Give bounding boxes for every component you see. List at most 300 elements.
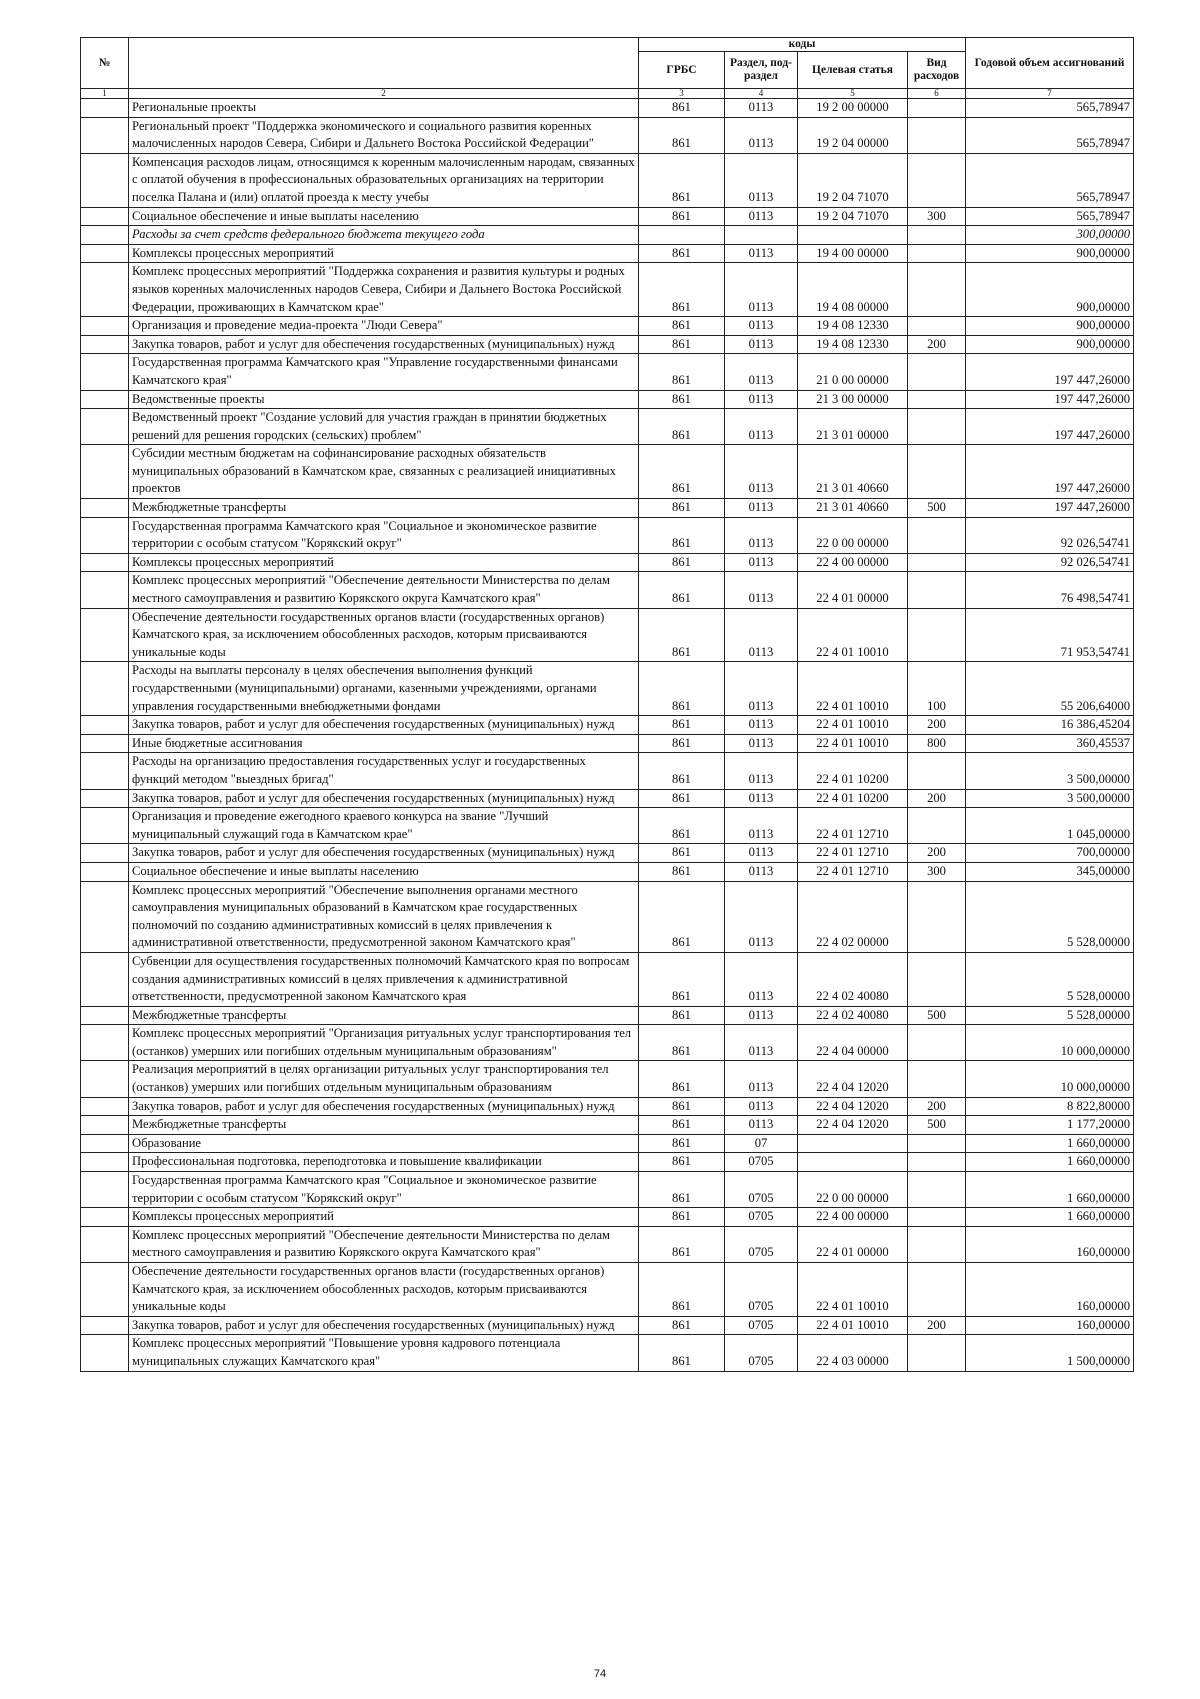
header-annual-sum: Годовой объем ассигнований: [966, 38, 1134, 89]
target-article-cell: 22 4 01 10010: [798, 734, 908, 753]
header-target-article: Целевая статья: [798, 52, 908, 89]
expense-name-cell: Комплексы процессных мероприятий: [129, 553, 639, 572]
grbs-code-cell: 861: [639, 445, 725, 499]
grbs-code-cell: 861: [639, 1208, 725, 1227]
annual-sum-cell: 1 660,00000: [966, 1153, 1134, 1172]
table-row: [81, 244, 1134, 263]
expense-name-cell: Субвенции для осуществления государственных полномочий Камчатского края по вопросам создания административных комиссий в целях привлечения к административной ответственности, предусмотренной законом Камчатского края: [129, 952, 639, 1006]
grbs-code-cell: 861: [639, 572, 725, 608]
target-article-cell: [798, 226, 908, 245]
target-article-cell: 22 4 04 00000: [798, 1025, 908, 1061]
expense-type-cell: [908, 1134, 966, 1153]
section-code-cell: 0113: [725, 335, 798, 354]
table-row: [81, 317, 1134, 336]
grbs-code-cell: 861: [639, 354, 725, 390]
grbs-code-cell: 861: [639, 244, 725, 263]
expense-name-cell: Расходы на выплаты персоналу в целях обеспечения выполнения функций государственными (муниципальными) органами, казенными учреждениями, органами управления государственными внебюджетными фондами: [129, 662, 639, 716]
row-number-cell: [81, 862, 129, 881]
header-row-top: [81, 38, 1134, 52]
expense-type-cell: [908, 1335, 966, 1371]
target-article-cell: 22 4 01 10010: [798, 608, 908, 662]
table-row: [81, 1226, 1134, 1262]
target-article-cell: 22 4 00 00000: [798, 1208, 908, 1227]
grbs-code-cell: 861: [639, 734, 725, 753]
row-number-cell: [81, 517, 129, 553]
expense-name-cell: Обеспечение деятельности государственных органов власти (государственных органов) Камчатского края, за исключением обособленных расходов, которым присваиваются уникальные коды: [129, 608, 639, 662]
grbs-code-cell: 861: [639, 117, 725, 153]
row-number-cell: [81, 1134, 129, 1153]
table-row: [81, 608, 1134, 662]
expense-type-cell: 200: [908, 716, 966, 735]
table-row: [81, 499, 1134, 518]
expense-type-cell: 200: [908, 1316, 966, 1335]
section-code-cell: 0113: [725, 153, 798, 207]
row-number-cell: [81, 390, 129, 409]
budget-table-body: [81, 99, 1134, 1372]
target-article-cell: [798, 1134, 908, 1153]
table-row: [81, 662, 1134, 716]
table-row: [81, 1006, 1134, 1025]
expense-name-cell: Региональные проекты: [129, 99, 639, 118]
target-article-cell: 22 4 01 12710: [798, 862, 908, 881]
expense-type-cell: 200: [908, 335, 966, 354]
annual-sum-cell: 160,00000: [966, 1263, 1134, 1317]
expense-type-cell: 800: [908, 734, 966, 753]
section-code-cell: 0113: [725, 572, 798, 608]
table-row: [81, 753, 1134, 789]
expense-type-cell: [908, 1153, 966, 1172]
row-number-cell: [81, 244, 129, 263]
expense-type-cell: 300: [908, 862, 966, 881]
expense-name-cell: Иные бюджетные ассигнования: [129, 734, 639, 753]
expense-type-cell: [908, 1263, 966, 1317]
target-article-cell: 19 4 08 00000: [798, 263, 908, 317]
grbs-code-cell: 861: [639, 1263, 725, 1317]
expense-name-cell: Образование: [129, 1134, 639, 1153]
target-article-cell: 22 4 01 10010: [798, 1263, 908, 1317]
row-number-cell: [81, 263, 129, 317]
row-number-cell: [81, 1208, 129, 1227]
expense-name-cell: Закупка товаров, работ и услуг для обеспечения государственных (муниципальных) нужд: [129, 1316, 639, 1335]
expense-name-cell: Государственная программа Камчатского края "Социальное и экономическое развитие территории с особым статусом "Корякский округ": [129, 1172, 639, 1208]
grbs-code-cell: 861: [639, 1025, 725, 1061]
grbs-code-cell: 861: [639, 153, 725, 207]
table-row: [81, 1116, 1134, 1135]
annual-sum-cell: 1 660,00000: [966, 1208, 1134, 1227]
annual-sum-cell: 197 447,26000: [966, 445, 1134, 499]
section-code-cell: 0705: [725, 1263, 798, 1317]
annual-sum-cell: 10 000,00000: [966, 1025, 1134, 1061]
target-article-cell: 22 0 00 00000: [798, 1172, 908, 1208]
table-row: [81, 1316, 1134, 1335]
section-code-cell: 0113: [725, 734, 798, 753]
column-number: 4: [725, 89, 798, 99]
expense-type-cell: [908, 263, 966, 317]
annual-sum-cell: 900,00000: [966, 335, 1134, 354]
row-number-cell: [81, 952, 129, 1006]
annual-sum-cell: 3 500,00000: [966, 789, 1134, 808]
expense-type-cell: 100: [908, 662, 966, 716]
grbs-code-cell: 861: [639, 1335, 725, 1371]
section-code-cell: 0113: [725, 517, 798, 553]
target-article-cell: 19 2 00 00000: [798, 99, 908, 118]
annual-sum-cell: 900,00000: [966, 263, 1134, 317]
grbs-code-cell: 861: [639, 753, 725, 789]
target-article-cell: 22 4 02 00000: [798, 881, 908, 952]
grbs-code-cell: 861: [639, 1316, 725, 1335]
section-code-cell: 0113: [725, 553, 798, 572]
row-number-cell: [81, 1097, 129, 1116]
annual-sum-cell: 10 000,00000: [966, 1061, 1134, 1097]
expense-name-cell: Социальное обеспечение и иные выплаты населению: [129, 207, 639, 226]
target-article-cell: 22 4 04 12020: [798, 1097, 908, 1116]
section-code-cell: 0705: [725, 1153, 798, 1172]
table-row: [81, 1208, 1134, 1227]
annual-sum-cell: 565,78947: [966, 117, 1134, 153]
section-code-cell: 0705: [725, 1335, 798, 1371]
row-number-cell: [81, 117, 129, 153]
section-code-cell: 0705: [725, 1226, 798, 1262]
expense-type-cell: 500: [908, 1006, 966, 1025]
annual-sum-cell: 700,00000: [966, 844, 1134, 863]
expense-name-cell: Профессиональная подготовка, переподготовка и повышение квалификации: [129, 1153, 639, 1172]
annual-sum-cell: 197 447,26000: [966, 354, 1134, 390]
expense-type-cell: [908, 1025, 966, 1061]
section-code-cell: 0113: [725, 390, 798, 409]
target-article-cell: 21 0 00 00000: [798, 354, 908, 390]
annual-sum-cell: 16 386,45204: [966, 716, 1134, 735]
expense-type-cell: [908, 1061, 966, 1097]
grbs-code-cell: 861: [639, 844, 725, 863]
table-row: [81, 207, 1134, 226]
expense-type-cell: [908, 952, 966, 1006]
table-row: [81, 1172, 1134, 1208]
annual-sum-cell: 1 045,00000: [966, 808, 1134, 844]
section-code-cell: 0113: [725, 844, 798, 863]
row-number-cell: [81, 153, 129, 207]
expense-type-cell: [908, 572, 966, 608]
grbs-code-cell: 861: [639, 808, 725, 844]
table-row: [81, 354, 1134, 390]
expense-type-cell: 200: [908, 1097, 966, 1116]
annual-sum-cell: 76 498,54741: [966, 572, 1134, 608]
section-code-cell: 0113: [725, 1116, 798, 1135]
expense-name-cell: Комплекс процессных мероприятий "Обеспечение деятельности Министерства по делам местного самоуправления и развитию Корякского округа Камчатского края": [129, 1226, 639, 1262]
target-article-cell: 19 2 04 71070: [798, 153, 908, 207]
annual-sum-cell: 900,00000: [966, 244, 1134, 263]
target-article-cell: 21 3 01 40660: [798, 499, 908, 518]
annual-sum-cell: 1 177,20000: [966, 1116, 1134, 1135]
table-row: [81, 1335, 1134, 1371]
target-article-cell: 19 4 08 12330: [798, 317, 908, 336]
target-article-cell: [798, 1153, 908, 1172]
target-article-cell: 22 4 01 10010: [798, 1316, 908, 1335]
annual-sum-cell: 5 528,00000: [966, 952, 1134, 1006]
section-code-cell: 0113: [725, 99, 798, 118]
target-article-cell: 22 4 01 10010: [798, 662, 908, 716]
table-row: [81, 844, 1134, 863]
annual-sum-cell: 197 447,26000: [966, 409, 1134, 445]
grbs-code-cell: 861: [639, 335, 725, 354]
grbs-code-cell: [639, 226, 725, 245]
grbs-code-cell: 861: [639, 1134, 725, 1153]
row-number-cell: [81, 789, 129, 808]
row-number-cell: [81, 1335, 129, 1371]
grbs-code-cell: 861: [639, 952, 725, 1006]
target-article-cell: 22 0 00 00000: [798, 517, 908, 553]
header-codes: коды: [639, 38, 966, 52]
column-number: 5: [798, 89, 908, 99]
expense-name-cell: Межбюджетные трансферты: [129, 1006, 639, 1025]
column-number: 6: [908, 89, 966, 99]
section-code-cell: 0113: [725, 499, 798, 518]
section-code-cell: 0113: [725, 789, 798, 808]
column-number-row: [81, 89, 1134, 99]
budget-table: [80, 37, 1134, 1372]
section-code-cell: 0705: [725, 1208, 798, 1227]
expense-name-cell: Реализация мероприятий в целях организации ритуальных услуг транспортирования тел (останков) умерших или погибших отдельным муниципальным образованиям: [129, 1061, 639, 1097]
annual-sum-cell: 92 026,54741: [966, 517, 1134, 553]
grbs-code-cell: 861: [639, 409, 725, 445]
expense-name-cell: Ведомственный проект "Создание условий для участия граждан в принятии бюджетных решений для решения городских (сельских) проблем": [129, 409, 639, 445]
section-code-cell: [725, 226, 798, 245]
grbs-code-cell: 861: [639, 862, 725, 881]
expense-name-cell: Социальное обеспечение и иные выплаты населению: [129, 862, 639, 881]
annual-sum-cell: 1 660,00000: [966, 1134, 1134, 1153]
row-number-cell: [81, 572, 129, 608]
table-row: [81, 952, 1134, 1006]
target-article-cell: 19 2 04 71070: [798, 207, 908, 226]
annual-sum-cell: 160,00000: [966, 1226, 1134, 1262]
grbs-code-cell: 861: [639, 499, 725, 518]
annual-sum-cell: 565,78947: [966, 153, 1134, 207]
expense-type-cell: [908, 808, 966, 844]
annual-sum-cell: 197 447,26000: [966, 499, 1134, 518]
section-code-cell: 0113: [725, 207, 798, 226]
row-number-cell: [81, 317, 129, 336]
section-code-cell: 0113: [725, 117, 798, 153]
table-row: [81, 117, 1134, 153]
expense-name-cell: Комплексы процессных мероприятий: [129, 244, 639, 263]
annual-sum-cell: 160,00000: [966, 1316, 1134, 1335]
table-row: [81, 1153, 1134, 1172]
table-row: [81, 517, 1134, 553]
header-name-blank: [129, 38, 639, 89]
expense-type-cell: [908, 354, 966, 390]
expense-type-cell: 300: [908, 207, 966, 226]
row-number-cell: [81, 207, 129, 226]
table-row: [81, 226, 1134, 245]
annual-sum-cell: 92 026,54741: [966, 553, 1134, 572]
section-code-cell: 0113: [725, 952, 798, 1006]
row-number-cell: [81, 1006, 129, 1025]
row-number-cell: [81, 499, 129, 518]
grbs-code-cell: 861: [639, 1153, 725, 1172]
table-row: [81, 153, 1134, 207]
header-expense-type: Вид расходов: [908, 52, 966, 89]
expense-type-cell: [908, 1172, 966, 1208]
annual-sum-cell: 1 660,00000: [966, 1172, 1134, 1208]
header-grbs: ГРБС: [639, 52, 725, 89]
target-article-cell: 22 4 01 10200: [798, 753, 908, 789]
section-code-cell: 0113: [725, 716, 798, 735]
row-number-cell: [81, 553, 129, 572]
section-code-cell: 0113: [725, 662, 798, 716]
target-article-cell: 22 4 01 10010: [798, 716, 908, 735]
column-number: 7: [966, 89, 1134, 99]
expense-name-cell: Закупка товаров, работ и услуг для обеспечения государственных (муниципальных) нужд: [129, 716, 639, 735]
grbs-code-cell: 861: [639, 1116, 725, 1135]
row-number-cell: [81, 1172, 129, 1208]
row-number-cell: [81, 99, 129, 118]
expense-type-cell: [908, 117, 966, 153]
target-article-cell: 22 4 01 00000: [798, 572, 908, 608]
expense-type-cell: [908, 1226, 966, 1262]
row-number-cell: [81, 1263, 129, 1317]
table-row: [81, 716, 1134, 735]
row-number-cell: [81, 445, 129, 499]
table-row: [81, 263, 1134, 317]
expense-name-cell: Комплекс процессных мероприятий "Обеспечение деятельности Министерства по делам местного самоуправления и развитию Корякского округа Камчатского края": [129, 572, 639, 608]
expense-name-cell: Закупка товаров, работ и услуг для обеспечения государственных (муниципальных) нужд: [129, 335, 639, 354]
grbs-code-cell: 861: [639, 263, 725, 317]
target-article-cell: 22 4 01 00000: [798, 1226, 908, 1262]
grbs-code-cell: 861: [639, 1097, 725, 1116]
grbs-code-cell: 861: [639, 662, 725, 716]
row-number-cell: [81, 1061, 129, 1097]
expense-name-cell: Субсидии местным бюджетам на софинансирование расходных обязательств муниципальных образований в Камчатском крае, связанных с реализацией инициативных проектов: [129, 445, 639, 499]
section-code-cell: 0113: [725, 808, 798, 844]
expense-type-cell: [908, 390, 966, 409]
expense-name-cell: Комплексы процессных мероприятий: [129, 1208, 639, 1227]
annual-sum-cell: 1 500,00000: [966, 1335, 1134, 1371]
expense-type-cell: [908, 753, 966, 789]
row-number-cell: [81, 1153, 129, 1172]
annual-sum-cell: 565,78947: [966, 207, 1134, 226]
expense-name-cell: Закупка товаров, работ и услуг для обеспечения государственных (муниципальных) нужд: [129, 844, 639, 863]
table-row: [81, 99, 1134, 118]
section-code-cell: 0113: [725, 1097, 798, 1116]
expense-type-cell: [908, 99, 966, 118]
header-number: №: [81, 38, 129, 89]
row-number-cell: [81, 226, 129, 245]
expense-type-cell: [908, 553, 966, 572]
expense-name-cell: Межбюджетные трансферты: [129, 1116, 639, 1135]
grbs-code-cell: 861: [639, 1061, 725, 1097]
expense-name-cell: Организация и проведение медиа-проекта "Люди Севера": [129, 317, 639, 336]
grbs-code-cell: 861: [639, 1006, 725, 1025]
row-number-cell: [81, 354, 129, 390]
annual-sum-cell: 5 528,00000: [966, 1006, 1134, 1025]
target-article-cell: 22 4 04 12020: [798, 1061, 908, 1097]
annual-sum-cell: 565,78947: [966, 99, 1134, 118]
target-article-cell: 19 4 00 00000: [798, 244, 908, 263]
annual-sum-cell: 71 953,54741: [966, 608, 1134, 662]
expense-type-cell: [908, 517, 966, 553]
section-code-cell: 0113: [725, 753, 798, 789]
annual-sum-cell: 900,00000: [966, 317, 1134, 336]
section-code-cell: 0113: [725, 263, 798, 317]
table-row: [81, 789, 1134, 808]
row-number-cell: [81, 1025, 129, 1061]
annual-sum-cell: 197 447,26000: [966, 390, 1134, 409]
table-row: [81, 445, 1134, 499]
grbs-code-cell: 861: [639, 1172, 725, 1208]
target-article-cell: 22 4 02 40080: [798, 952, 908, 1006]
row-number-cell: [81, 881, 129, 952]
table-row: [81, 808, 1134, 844]
target-article-cell: 19 4 08 12330: [798, 335, 908, 354]
section-code-cell: 0113: [725, 317, 798, 336]
expense-name-cell: Комплекс процессных мероприятий "Обеспечение выполнения органами местного самоуправления муниципальных образований в Камчатском крае государственных полномочий по созданию административных комиссий в целях привлечения к административной ответственности, предусмотренной законом Камчатского края": [129, 881, 639, 952]
budget-sheet: [80, 37, 1133, 1372]
annual-sum-cell: 3 500,00000: [966, 753, 1134, 789]
expense-type-cell: [908, 226, 966, 245]
target-article-cell: 22 4 01 12710: [798, 844, 908, 863]
section-code-cell: 0113: [725, 445, 798, 499]
row-number-cell: [81, 1226, 129, 1262]
expense-type-cell: 200: [908, 789, 966, 808]
table-row: [81, 335, 1134, 354]
table-row: [81, 881, 1134, 952]
expense-type-cell: [908, 153, 966, 207]
table-row: [81, 1263, 1134, 1317]
expense-type-cell: [908, 244, 966, 263]
target-article-cell: 22 4 03 00000: [798, 1335, 908, 1371]
expense-name-cell: Организация и проведение ежегодного краевого конкурса на звание "Лучший муниципальный служащий года в Камчатском крае": [129, 808, 639, 844]
table-row: [81, 1097, 1134, 1116]
table-row: [81, 862, 1134, 881]
annual-sum-cell: 345,00000: [966, 862, 1134, 881]
row-number-cell: [81, 662, 129, 716]
expense-type-cell: [908, 608, 966, 662]
annual-sum-cell: 360,45537: [966, 734, 1134, 753]
expense-name-cell: Комплекс процессных мероприятий "Поддержка сохранения и развития культуры и родных языков коренных малочисленных народов Севера, Сибири и Дальнего Востока Российской Федерации, проживающих в Камчатском крае": [129, 263, 639, 317]
expense-type-cell: [908, 1208, 966, 1227]
expense-name-cell: Межбюджетные трансферты: [129, 499, 639, 518]
expense-name-cell: Закупка товаров, работ и услуг для обеспечения государственных (муниципальных) нужд: [129, 789, 639, 808]
expense-type-cell: [908, 881, 966, 952]
grbs-code-cell: 861: [639, 553, 725, 572]
section-code-cell: 0705: [725, 1172, 798, 1208]
row-number-cell: [81, 409, 129, 445]
table-row: [81, 1025, 1134, 1061]
row-number-cell: [81, 844, 129, 863]
expense-type-cell: 200: [908, 844, 966, 863]
grbs-code-cell: 861: [639, 789, 725, 808]
column-number: 3: [639, 89, 725, 99]
section-code-cell: 0113: [725, 862, 798, 881]
target-article-cell: 22 4 02 40080: [798, 1006, 908, 1025]
table-row: [81, 1061, 1134, 1097]
table-row: [81, 553, 1134, 572]
table-row: [81, 572, 1134, 608]
section-code-cell: 0113: [725, 1006, 798, 1025]
expense-name-cell: Комплекс процессных мероприятий "Повышение уровня кадрового потенциала муниципальных служащих Камчатского края": [129, 1335, 639, 1371]
expense-type-cell: 500: [908, 1116, 966, 1135]
expense-type-cell: 500: [908, 499, 966, 518]
section-code-cell: 0113: [725, 881, 798, 952]
section-code-cell: 0113: [725, 244, 798, 263]
target-article-cell: 22 4 04 12020: [798, 1116, 908, 1135]
row-number-cell: [81, 753, 129, 789]
annual-sum-cell: 5 528,00000: [966, 881, 1134, 952]
section-code-cell: 0113: [725, 1025, 798, 1061]
header-razdel: Раздел, под-раздел: [725, 52, 798, 89]
section-code-cell: 07: [725, 1134, 798, 1153]
grbs-code-cell: 861: [639, 390, 725, 409]
row-number-cell: [81, 734, 129, 753]
